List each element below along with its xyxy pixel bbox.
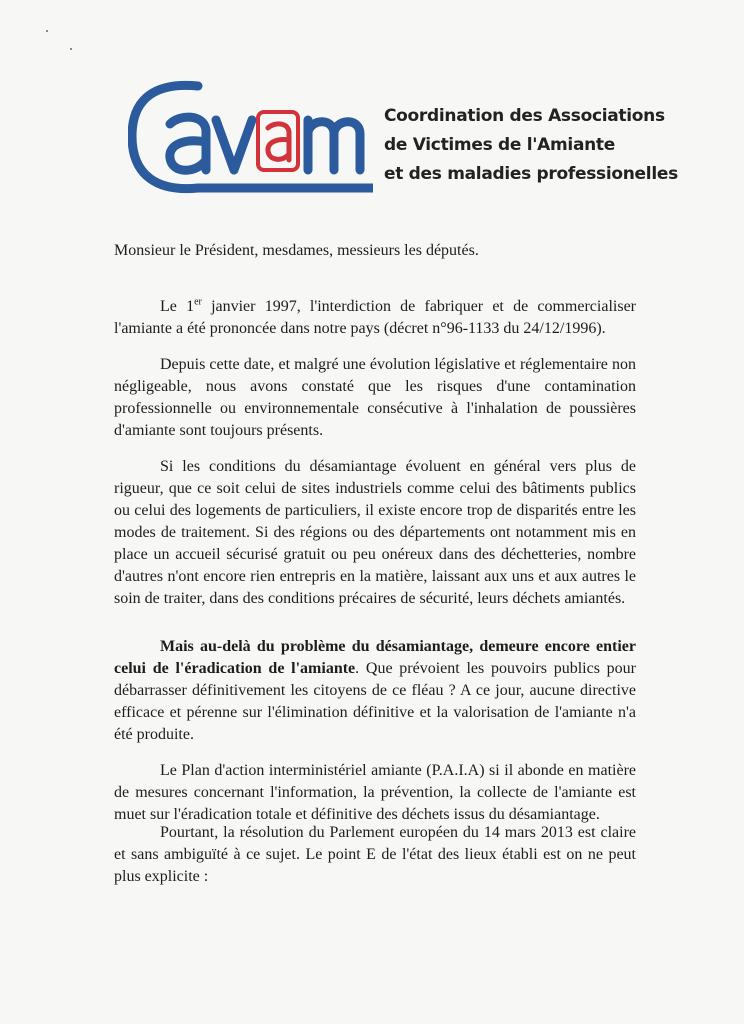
cavam-logo <box>128 80 373 198</box>
paragraph-text: janvier 1997, l'interdiction de fabriquer et de commercialiser l'amiante a été prononcée dans notre pays (décret n°96-1133 du 24/12/1996). <box>114 298 636 337</box>
paragraph <box>114 636 636 746</box>
ordinal-superscript: er <box>194 296 202 308</box>
paragraph: Pourtant, la résolution du Parlement européen du 14 mars 2013 est claire et sans ambiguïté à ce sujet. Le point E de l'état des lieux établi est on ne peut plus explicite : <box>114 824 636 885</box>
paragraph-text: Le 1 <box>160 298 195 315</box>
org-name-line: et des maladies professionelles <box>384 164 678 184</box>
paragraph: Le Plan d'action interministériel amiante (P.A.I.A) si il abonde en matière de mesures concernant l'information, la prévention, la collecte de l'amiante est muet sur l'éradication totale et définitive des déchets issus du désamiantage. <box>114 762 636 823</box>
paragraph: Depuis cette date, et malgré une évolution législative et réglementaire non négligeable, nous avons constaté que les risques d'une contamination professionnelle ou environnementale consécutive à l'inhalation de poussières d'amiante sont toujours présents. <box>114 356 636 439</box>
scan-speck <box>70 48 72 50</box>
emphasis-text: Mais au-delà du problème du désamiantage, demeure encore entier celui de l'éradication de l'amiante <box>114 638 636 677</box>
org-name-line: Coordination des Associations <box>384 106 665 126</box>
paragraph: Si les conditions du désamiantage évoluent en général vers plus de rigueur, que ce soit celui de sites industriels comme celui des bâtiments publics ou celui des logements de particuliers, il existe encore trop de disparités entre les modes de traitement. Si des régions ou des départements ont notamment mis en place un accueil sécurisé gratuit ou peu onéreux dans des déchetteries, nombre d'autres n'ont encore rien entrepris en la matière, laissant aux uns et aux autres le soin de traiter, dans des conditions précaires de sécurité, leurs déchets amiantés. <box>114 458 636 607</box>
letterhead <box>128 80 678 198</box>
organization-name <box>384 102 678 189</box>
org-name-line: de Victimes de l'Amiante <box>384 135 615 155</box>
paragraph <box>114 296 636 340</box>
scan-speck <box>46 30 48 32</box>
paragraph-text: . Que prévoient les pouvoirs publics pour débarrasser définitivement les citoyens de ce fléau ? A ce jour, aucune directive efficace et pérenne sur l'élimination définitive et la valorisation de l'amiante n'a été produite. <box>114 660 636 743</box>
salutation: Monsieur le Président, mesdames, messieurs les députés. <box>114 242 479 259</box>
